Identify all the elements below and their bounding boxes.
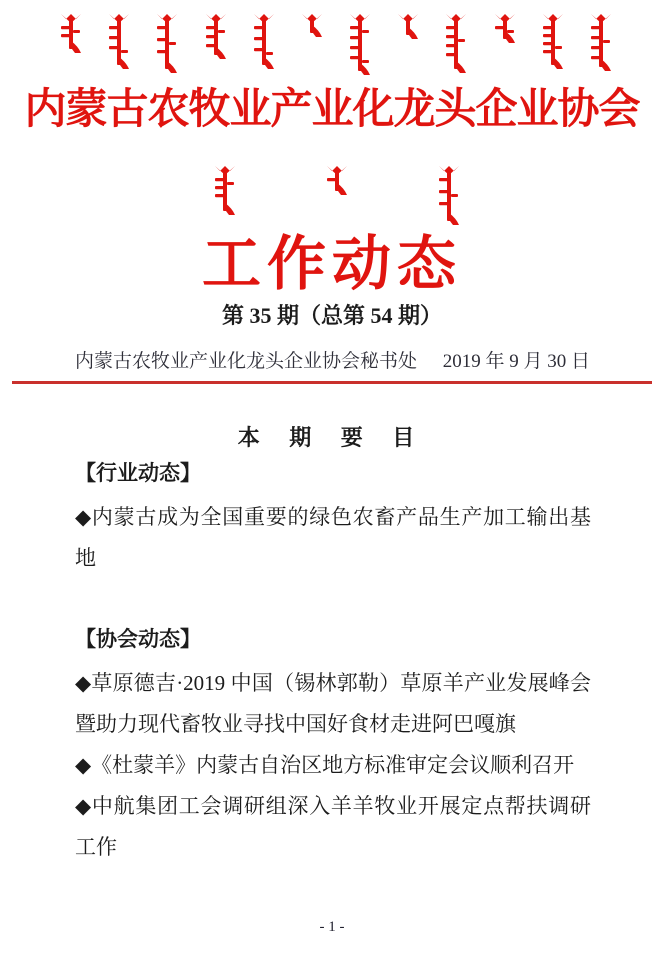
- mongolian-word-icon: [540, 14, 566, 70]
- page-number: - 1 -: [319, 919, 345, 935]
- toc-heading: 本 期 要 目: [237, 425, 427, 450]
- section-heading-industry: 【行业动态】: [75, 462, 201, 485]
- section-heading-association: 【协会动态】: [75, 628, 201, 651]
- toc-body: [75, 455, 591, 868]
- mongolian-word-icon: [299, 14, 325, 38]
- mongolian-word-icon: [58, 14, 84, 54]
- red-divider-line: [12, 381, 652, 384]
- mongolian-word-icon: [212, 166, 238, 216]
- issue-number-line: 第 35 期（总第 54 期）: [221, 303, 442, 328]
- toc-item: ◆中航集团工会调研组深入羊羊牧业开展定点帮扶调研工作: [75, 794, 591, 859]
- mongolian-script-banner-top: [58, 14, 614, 76]
- mongolian-word-icon: [395, 14, 421, 40]
- mongolian-word-icon: [324, 166, 350, 196]
- mongolian-word-icon: [492, 14, 518, 44]
- mongolian-word-icon: [251, 14, 277, 70]
- issue-date: 2019 年 9 月 30 日: [442, 351, 590, 372]
- toc-item: ◆《杜蒙羊》内蒙古自治区地方标准审定会议顺利召开: [75, 753, 575, 777]
- publisher-row: [75, 346, 590, 373]
- toc-item: ◆草原德吉·2019 中国（锡林郭勒）草原羊产业发展峰会暨助力现代畜牧业寻找中国好食材走进阿巴嘎旗: [75, 671, 591, 736]
- newsletter-title: 工作动态: [201, 231, 462, 297]
- mongolian-word-icon: [203, 14, 229, 60]
- mongolian-word-icon: [154, 14, 180, 74]
- toc-item: ◆内蒙古成为全国重要的绿色农畜产品生产加工输出基地: [75, 505, 591, 570]
- mongolian-word-icon: [443, 14, 469, 74]
- mongolian-word-icon: [106, 14, 132, 70]
- organization-title: 内蒙古农牧业产业化龙头企业协会: [24, 87, 640, 133]
- mongolian-word-icon: [588, 14, 614, 72]
- publisher-name: 内蒙古农牧业产业化龙头企业协会秘书处: [75, 351, 418, 372]
- mongolian-word-icon: [347, 14, 373, 76]
